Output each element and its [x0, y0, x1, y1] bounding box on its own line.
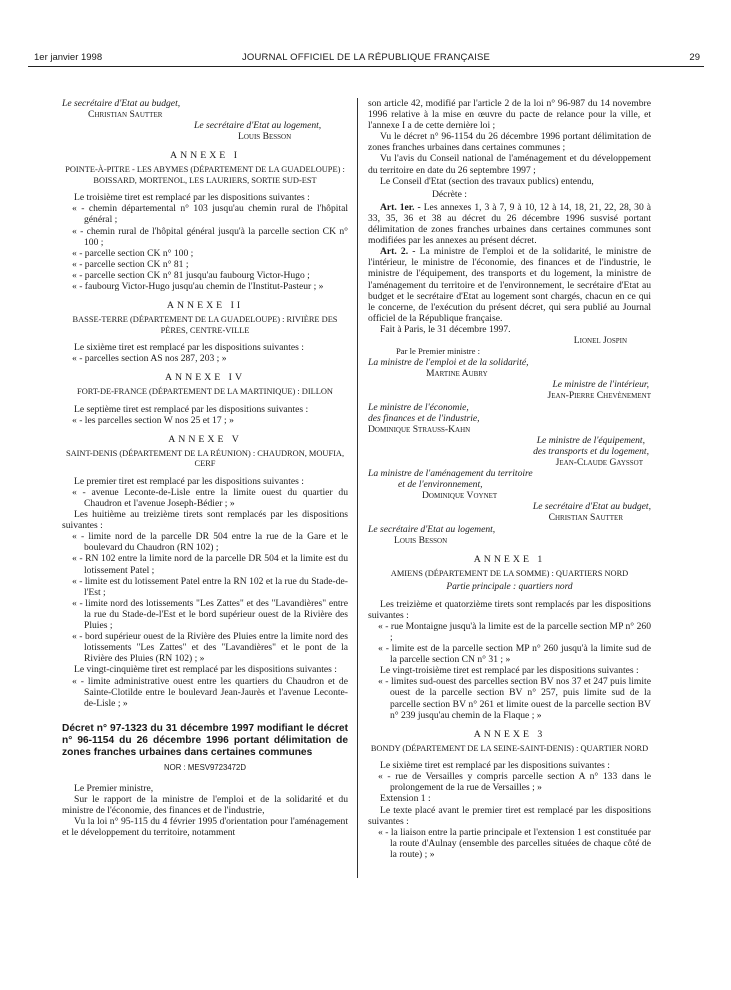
signature-role: Le secrétaire d'Etat au logement, — [368, 523, 496, 535]
paragraph: Le premier tiret est remplacé par les dispositions suivantes : — [74, 475, 304, 487]
signature-role: La ministre de l'aménagement du territoire — [368, 468, 533, 480]
list-item: « - les parcelles section W nos 25 et 17 ; » — [72, 414, 234, 426]
paragraph: Le vingt-troisième tiret est remplacé par les dispositions suivantes : — [380, 665, 639, 677]
signature-name: Christian Sautter — [88, 109, 163, 121]
signature-role: des finances et de l'industrie, — [368, 412, 480, 424]
paragraph: Fait à Paris, le 31 décembre 1997. — [380, 323, 511, 335]
list-item: « - limites sud-ouest des parcelles section BV nos 37 et 247 puis limite ouest de la parcelle section BV n° 257, puis limite sud de la parcelle section BV n° 261 et limite ouest de la parcelle section BV n° 239 jusqu'au chemin de la Flaque ; » — [378, 676, 651, 721]
list-item: « - chemin rural de l'hôpital général jusqu'à la parcelle section CK n° 100 ; — [72, 225, 348, 248]
list-item: « - parcelle section CK n° 100 ; — [72, 247, 194, 259]
paragraph: Le sixième tiret est remplacé par les dispositions suivantes : — [74, 342, 304, 354]
list-item: « - limite administrative ouest entre les quartiers du Chaudron et de Sainte-Clotilde entre le boulevard Jean-Jaurès et l'avenue Leconte-de-Lisle ; » — [72, 675, 348, 709]
list-item: « - parcelles section AS nos 287, 203 ; » — [72, 353, 227, 365]
paragraph: Le vingt-cinquième tiret est remplacé par les dispositions suivantes : — [74, 664, 337, 676]
item-list — [368, 621, 651, 665]
paragraph: Le Premier ministre, — [74, 782, 154, 794]
paragraph: Sur le rapport de la ministre de l'emploi et de la solidarité et du ministre de l'économie, des finances et de l'industrie, — [62, 793, 348, 817]
list-item: « - faubourg Victor-Hugo jusqu'au chemin de l'Institut-Pasteur ; » — [72, 281, 324, 293]
list-item: « - parcelle section CK n° 81 ; — [72, 258, 189, 270]
item-list — [368, 676, 651, 720]
list-item: « - limite est de la parcelle section MP n° 260 jusqu'à la limite sud de la parcelle section CN n° 31 ; » — [378, 643, 651, 666]
paragraph: Extension 1 : — [380, 793, 431, 805]
decree-title: Décret n° 97-1323 du 31 décembre 1997 modifiant le décret n° 96-1154 du 26 décembre 1996 portant délimitation de zones franches urbaines dans certaines communes — [62, 722, 348, 758]
item-list — [368, 771, 651, 793]
list-item: « - chemin départemental n° 103 jusqu'au chemin rural de l'hôpital général ; — [72, 203, 348, 226]
signature-name: Dominique Strauss-Kahn — [368, 423, 471, 435]
annex-caption: POINTE-À-PITRE - LES ABYMES (DÉPARTEMENT DE LA GUADELOUPE) : BOISSARD, MORTENOL, LES LAURIERS, SORTIE SUD-EST — [65, 165, 345, 185]
left-column — [62, 98, 348, 838]
paragraph: Les huitième au treizième tirets sont remplacés par les dispositions suivantes : — [62, 509, 348, 532]
item-list — [368, 827, 651, 860]
signature-name: Lionel Jospin — [573, 334, 627, 346]
paragraph: Le septième tiret est remplacé par les dispositions suivantes : — [74, 403, 309, 415]
list-item: « - bord supérieur ouest de la Rivière des Pluies entre la limite nord des lotissements "Les Zattes" et des "Lavandières" et le pont de la Rivière des Pluies (RN 102) ; » — [72, 631, 348, 665]
list-item: « - RN 102 entre la limite nord de la parcelle DR 504 et la limite est du lotissement Patel ; — [72, 553, 348, 576]
signature-role: Le secrétaire d'Etat au budget, — [62, 98, 181, 109]
paragraph: Par le Premier ministre : — [396, 346, 481, 357]
item-list — [62, 676, 348, 709]
annex-caption: BASSE-TERRE (DÉPARTEMENT DE LA GUADELOUPE) : RIVIÈRE DES PÈRES, CENTRE-VILLE — [72, 315, 338, 335]
signature-name: Christian Sautter — [548, 512, 623, 524]
annex-subtitle: Partie principale : quartiers nord — [446, 582, 573, 593]
header-title: JOURNAL OFFICIEL DE LA RÉPUBLIQUE FRANÇAISE — [241, 52, 491, 63]
decrete-label: Décrète : — [432, 188, 467, 200]
list-item: « - limite est du lotissement Patel entre la RN 102 et la rue du Stade-de-l'Est ; — [72, 575, 348, 598]
paragraph: Vu l'avis du Conseil national de l'aménagement et du développement du territoire en date du 26 septembre 1997 ; — [368, 153, 651, 176]
paragraph: son article 42, modifié par l'article 2 de la loi n° 96-987 du 14 novembre 1996 relative à la mise en œuvre du pacte de relance pour la ville, et l'annexe I a de cette dernière loi ; — [368, 98, 651, 132]
signature-role: Le ministre de l'intérieur, — [552, 379, 649, 391]
signature-role: Le ministre de l'économie, — [368, 401, 469, 413]
article-text: Les annexes 1, 3 à 7, 9 à 10, 12 à 14, 18, 21, 22, 28, 30 à 33, 35, 36 et 38 au décret du 26 décembre 1996 susvisé portant délimitation de zones franches urbaines dans certaines communes sont modifiées par les annexes au présent décret. — [368, 201, 651, 247]
paragraph: Le texte placé avant le premier tiret est remplacé par les dispositions suivantes : — [368, 804, 651, 827]
list-item: « - limite nord de la parcelle DR 504 entre la rue de la Gare et le boulevard du Chaudron (RN 102) ; — [72, 531, 348, 554]
nor-reference: NOR : MESV9723472D — [164, 762, 246, 772]
header-date: 1er janvier 1998 — [34, 52, 103, 63]
paragraph: Le Conseil d'Etat (section des travaux publics) entendu, — [380, 175, 594, 187]
signature-role: Le secrétaire d'Etat au logement, — [194, 120, 322, 132]
signature-name: Jean-Claude Gayssot — [555, 457, 643, 468]
annex-caption: BONDY (DÉPARTEMENT DE LA SEINE-SAINT-DENIS) : QUARTIER NORD — [370, 743, 649, 753]
annex-title: ANNEXE I — [170, 150, 240, 162]
signature-name: Martine Aubry — [426, 368, 488, 380]
annex-title: ANNEXE 1 — [473, 553, 546, 565]
item-list — [62, 531, 348, 664]
paragraph: Vu le décret n° 96-1154 du 26 décembre 1996 portant délimitation de zones franches urbaines dans certaines communes ; — [368, 131, 651, 154]
paragraph: Les treizième et quatorzième tirets sont remplacés par les dispositions suivantes : — [368, 598, 651, 621]
right-column — [368, 98, 651, 860]
page-number: 29 — [689, 52, 700, 63]
annex-caption: SAINT-DENIS (DÉPARTEMENT DE LA RÉUNION) : CHAUDRON, MOUFIA, CERF — [65, 449, 345, 469]
list-item: « - rue Montaigne jusqu'à la limite est de la parcelle section MP n° 260 ; — [378, 620, 651, 643]
signature-role: et de l'environnement, — [398, 479, 483, 491]
item-list — [62, 415, 348, 426]
signature-name: Louis Besson — [238, 131, 292, 143]
list-item: « - limite nord des lotissements "Les Zattes" et des "Lavandières" entre la rue du Stade-de-l'Est et le bord supérieur ouest de la Rivière des Pluies ; — [72, 597, 348, 632]
list-item: « - parcelle section CK n° 81 jusqu'au faubourg Victor-Hugo ; — [72, 269, 310, 281]
article-label: Art. 1er. - — [380, 201, 421, 213]
item-list — [62, 353, 348, 364]
article-label: Art. 2. - — [380, 246, 416, 258]
signature-name: Dominique Voynet — [422, 490, 498, 502]
list-item: « - rue de Versailles y compris parcelle section A n° 133 dans le prolongement de la rue de Versailles ; » — [378, 771, 651, 794]
annex-title: ANNEXE V — [168, 433, 242, 445]
article-1 — [368, 202, 651, 246]
item-list — [62, 487, 348, 509]
signature-role: Le secrétaire d'Etat au budget, — [532, 501, 651, 513]
article-2 — [368, 246, 651, 324]
signature-name: Jean-Pierre Chevènement — [547, 390, 651, 402]
annex-caption: AMIENS (DÉPARTEMENT DE LA SOMME) : QUARTIERS NORD — [390, 568, 629, 578]
annex-caption: FORT-DE-FRANCE (DÉPARTEMENT DE LA MARTINIQUE) : DILLON — [77, 387, 333, 397]
paragraph: Le troisième tiret est remplacé par les dispositions suivantes : — [74, 192, 310, 204]
article-text: La ministre de l'emploi et de la solidarité, le ministre de l'intérieur, le ministre de l'économie, des finances et de l'industrie, le ministre de l'équipement, des transports et du logement, la ministre de l'aménagement du territoire et de l'environnement, le secrétaire d'Etat au budget et le secrétaire d'Etat au logement sont chargés, chacun en ce qui le concerne, de l'exécution du présent décret, qui sera publié au Journal officiel de la République française. — [368, 246, 652, 324]
annex-title: ANNEXE IV — [164, 372, 246, 384]
signature-role: Le ministre de l'équipement, — [536, 434, 645, 446]
list-item: « - la liaison entre la partie principale et l'extension 1 est constituée par la route d'Aulnay (ensemble des parcelles situées de chaque côté de la route) ; » — [378, 826, 651, 860]
annex-title: ANNEXE 3 — [473, 728, 546, 740]
paragraph: Vu la loi n° 95-115 du 4 février 1995 d'orientation pour l'aménagement et le développement du territoire, notamment — [62, 816, 348, 839]
page-header — [28, 52, 704, 67]
annex-title: ANNEXE II — [166, 300, 244, 312]
column-divider — [357, 98, 358, 878]
signature-role: des transports et du logement, — [533, 445, 649, 457]
list-item: « - avenue Leconte-de-Lisle entre la limite ouest du quartier du Chaudron et l'avenue Joseph-Bédier ; » — [72, 486, 348, 509]
item-list — [62, 203, 348, 292]
signature-name: Louis Besson — [394, 534, 448, 546]
signature-role: La ministre de l'emploi et de la solidarité, — [368, 357, 529, 369]
paragraph: Le sixième tiret est remplacé par les dispositions suivantes : — [380, 760, 610, 772]
